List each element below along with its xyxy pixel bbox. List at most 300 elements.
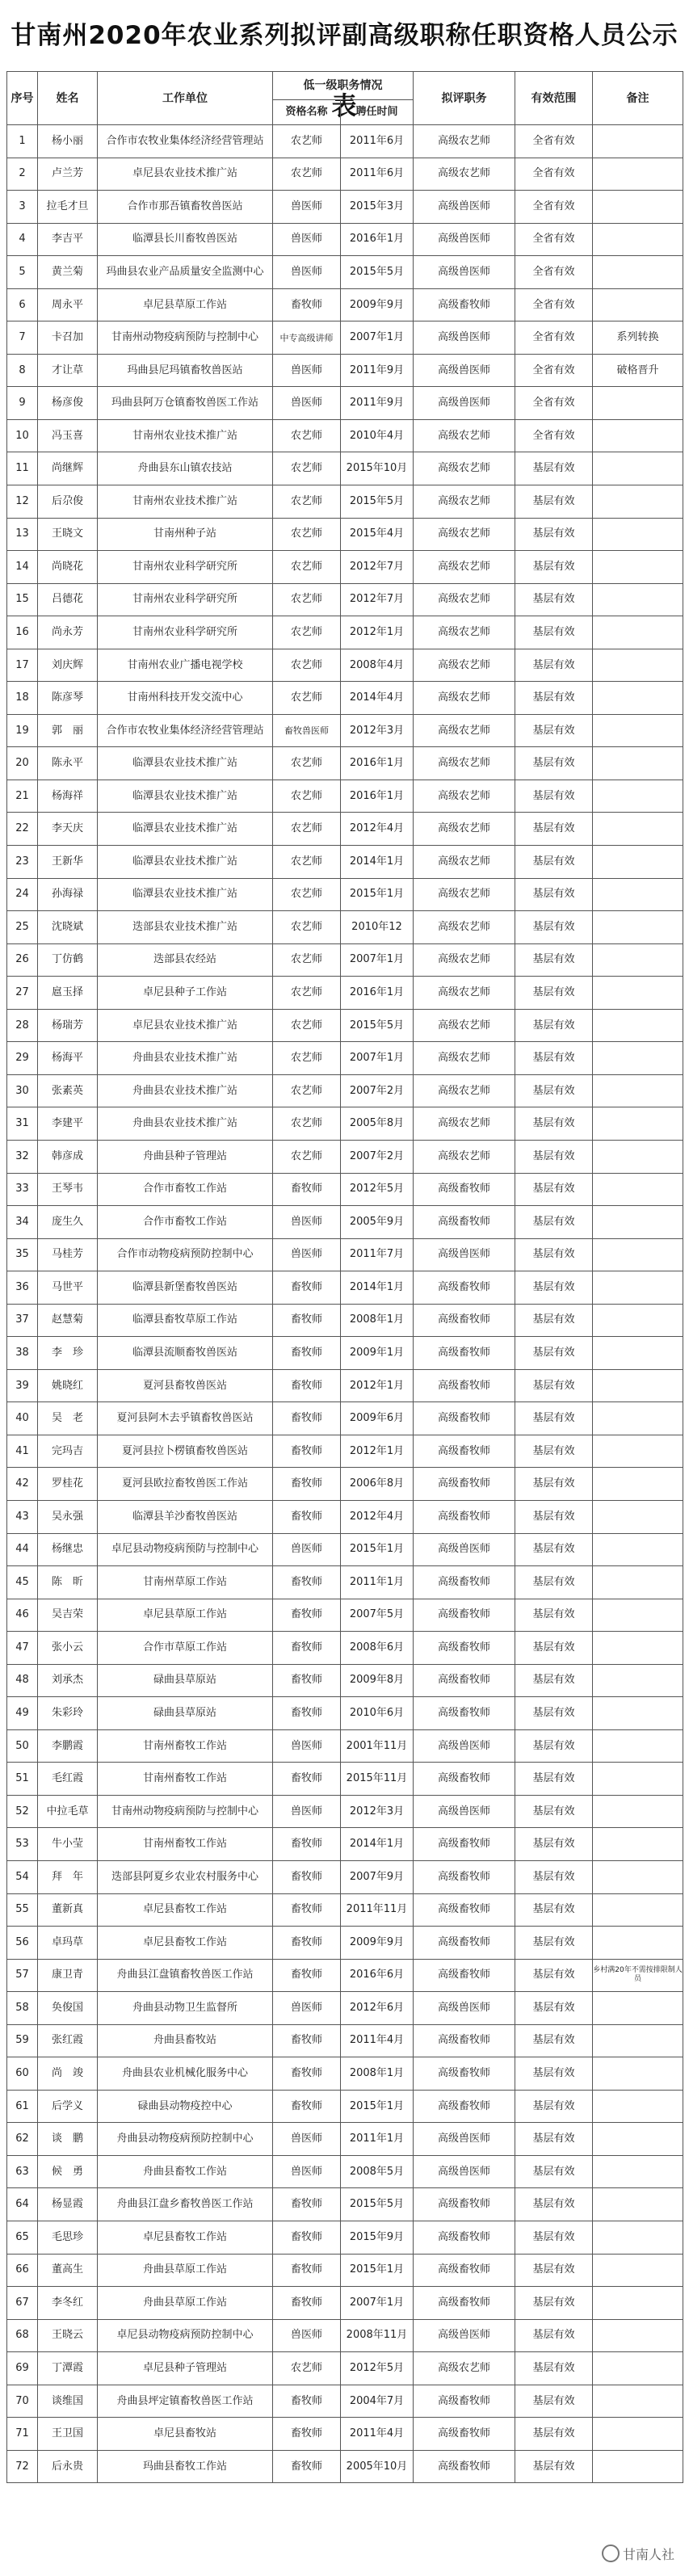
cell-name: 陈彦琴 <box>38 682 98 715</box>
cell-position: 高级农艺师 <box>414 1009 515 1042</box>
cell-name: 毛思珍 <box>38 2221 98 2255</box>
cell-qualification: 畜牧师 <box>273 1500 341 1533</box>
cell-qualification: 畜牧师 <box>273 1369 341 1402</box>
cell-seq: 28 <box>7 1009 38 1042</box>
table-row <box>7 354 683 387</box>
cell-qualification: 畜牧师 <box>273 2057 341 2091</box>
cell-seq: 34 <box>7 1206 38 1239</box>
cell-scope: 基层有效 <box>515 1074 593 1107</box>
cell-seq: 65 <box>7 2221 38 2255</box>
cell-name: 张素英 <box>38 1074 98 1107</box>
table-row <box>7 1795 683 1828</box>
cell-seq: 10 <box>7 419 38 452</box>
cell-hire-date: 2012年7月 <box>341 583 414 616</box>
cell-scope: 基层有效 <box>515 2057 593 2091</box>
cell-seq: 13 <box>7 518 38 551</box>
cell-name: 王琴韦 <box>38 1173 98 1206</box>
cell-scope: 基层有效 <box>515 2254 593 2287</box>
document-title: 甘南州2020年农业系列拟评副高级职称任职资格人员公示表 <box>11 21 678 121</box>
cell-unit: 临潭县畜牧草原工作站 <box>98 1304 273 1337</box>
table-row <box>7 1828 683 1861</box>
cell-name: 杨海祥 <box>38 780 98 813</box>
table-row <box>7 1402 683 1435</box>
table-row <box>7 1763 683 1796</box>
cell-unit: 玛曲县阿万仓镇畜牧兽医工作站 <box>98 387 273 420</box>
cell-remark <box>593 1402 683 1435</box>
cell-qualification: 农艺师 <box>273 1107 341 1141</box>
cell-hire-date: 2014年4月 <box>341 682 414 715</box>
cell-hire-date: 2007年2月 <box>341 1140 414 1173</box>
table-row <box>7 158 683 191</box>
cell-scope: 基层有效 <box>515 649 593 682</box>
cell-seq: 23 <box>7 846 38 879</box>
cell-position: 高级畜牧师 <box>414 1927 515 1960</box>
table-row <box>7 191 683 224</box>
cell-remark <box>593 2352 683 2385</box>
table-row <box>7 2418 683 2451</box>
cell-unit: 夏河县畜牧兽医站 <box>98 1369 273 1402</box>
cell-scope: 基层有效 <box>515 1238 593 1271</box>
cell-position: 高级农艺师 <box>414 485 515 519</box>
cell-hire-date: 2016年6月 <box>341 1959 414 1992</box>
cell-scope: 基层有效 <box>515 2418 593 2451</box>
cell-remark <box>593 1500 683 1533</box>
cell-scope: 基层有效 <box>515 2024 593 2057</box>
cell-position: 高级畜牧师 <box>414 1697 515 1730</box>
cell-qualification: 畜牧师 <box>273 2450 341 2483</box>
cell-qualification: 畜牧师 <box>273 1402 341 1435</box>
cell-hire-date: 2011年1月 <box>341 2123 414 2156</box>
cell-scope: 基层有效 <box>515 1304 593 1337</box>
cell-seq: 44 <box>7 1533 38 1566</box>
table-row <box>7 387 683 420</box>
table-row <box>7 1992 683 2025</box>
cell-qualification: 农艺师 <box>273 846 341 879</box>
cell-position: 高级农艺师 <box>414 583 515 616</box>
cell-scope: 基层有效 <box>515 1599 593 1632</box>
cell-seq: 33 <box>7 1173 38 1206</box>
cell-unit: 舟曲县动物疫病预防控制中心 <box>98 2123 273 2156</box>
table-row <box>7 1927 683 1960</box>
cell-remark <box>593 911 683 944</box>
cell-scope: 基层有效 <box>515 1992 593 2025</box>
cell-remark <box>593 223 683 256</box>
cell-seq: 40 <box>7 1402 38 1435</box>
cell-hire-date: 2004年7月 <box>341 2385 414 2418</box>
cell-seq: 72 <box>7 2450 38 2483</box>
cell-position: 高级兽医师 <box>414 1992 515 2025</box>
cell-remark <box>593 256 683 289</box>
cell-hire-date: 2015年1月 <box>341 2090 414 2123</box>
cell-name: 周永平 <box>38 288 98 321</box>
cell-remark <box>593 2024 683 2057</box>
cell-qualification: 畜牧师 <box>273 1828 341 1861</box>
cell-scope: 基层有效 <box>515 1860 593 1893</box>
cell-seq: 66 <box>7 2254 38 2287</box>
cell-scope: 基层有效 <box>515 714 593 747</box>
cell-name: 吴永强 <box>38 1500 98 1533</box>
cell-position: 高级畜牧师 <box>414 2024 515 2057</box>
cell-seq: 20 <box>7 747 38 780</box>
cell-seq: 21 <box>7 780 38 813</box>
cell-hire-date: 2014年1月 <box>341 1828 414 1861</box>
cell-unit: 临潭县新堡畜牧兽医站 <box>98 1271 273 1305</box>
cell-scope: 基层有效 <box>515 2385 593 2418</box>
cell-position: 高级畜牧师 <box>414 1664 515 1697</box>
cell-hire-date: 2010年4月 <box>341 419 414 452</box>
table-row <box>7 1959 683 1992</box>
cell-hire-date: 2012年1月 <box>341 1435 414 1468</box>
cell-seq: 25 <box>7 911 38 944</box>
cell-position: 高级畜牧师 <box>414 1468 515 1501</box>
cell-position: 高级农艺师 <box>414 1140 515 1173</box>
cell-scope: 基层有效 <box>515 747 593 780</box>
cell-seq: 67 <box>7 2287 38 2320</box>
table-row <box>7 1729 683 1763</box>
cell-position: 高级兽医师 <box>414 354 515 387</box>
cell-unit: 卓尼县动物疫病预防与控制中心 <box>98 1533 273 1566</box>
cell-hire-date: 2005年10月 <box>341 2450 414 2483</box>
cell-hire-date: 2012年4月 <box>341 1500 414 1533</box>
cell-position: 高级畜牧师 <box>414 2418 515 2451</box>
cell-hire-date: 2006年8月 <box>341 1468 414 1501</box>
table-row <box>7 288 683 321</box>
cell-name: 刘庆辉 <box>38 649 98 682</box>
table-row <box>7 1173 683 1206</box>
cell-seq: 15 <box>7 583 38 616</box>
cell-unit: 舟曲县畜牧站 <box>98 2024 273 2057</box>
cell-name: 吕德花 <box>38 583 98 616</box>
cell-position: 高级农艺师 <box>414 943 515 977</box>
cell-hire-date: 2005年8月 <box>341 1107 414 1141</box>
cell-position: 高级兽医师 <box>414 321 515 355</box>
table-row <box>7 649 683 682</box>
cell-qualification: 畜牧师 <box>273 1927 341 1960</box>
table-row <box>7 1697 683 1730</box>
cell-unit: 甘南州动物疫病预防与控制中心 <box>98 1795 273 1828</box>
cell-scope: 基层有效 <box>515 551 593 584</box>
cell-qualification: 兽医师 <box>273 387 341 420</box>
cell-remark <box>593 2254 683 2287</box>
cell-hire-date: 2015年1月 <box>341 2254 414 2287</box>
cell-seq: 51 <box>7 1763 38 1796</box>
cell-position: 高级农艺师 <box>414 551 515 584</box>
cell-position: 高级畜牧师 <box>414 1860 515 1893</box>
cell-name: 杨瑞芳 <box>38 1009 98 1042</box>
cell-hire-date: 2012年3月 <box>341 1795 414 1828</box>
cell-name: 郭 丽 <box>38 714 98 747</box>
cell-seq: 3 <box>7 191 38 224</box>
cell-scope: 基层有效 <box>515 1566 593 1599</box>
cell-unit: 甘南州农业科学研究所 <box>98 551 273 584</box>
cell-position: 高级农艺师 <box>414 846 515 879</box>
cell-remark <box>593 419 683 452</box>
cell-qualification: 兽医师 <box>273 354 341 387</box>
cell-qualification: 兽医师 <box>273 1206 341 1239</box>
cell-name: 刘承杰 <box>38 1664 98 1697</box>
cell-remark <box>593 1435 683 1468</box>
cell-name: 扈玉择 <box>38 977 98 1010</box>
cell-seq: 62 <box>7 2123 38 2156</box>
cell-seq: 29 <box>7 1042 38 1075</box>
cell-hire-date: 2007年1月 <box>341 321 414 355</box>
cell-qualification: 兽医师 <box>273 1992 341 2025</box>
cell-remark <box>593 485 683 519</box>
cell-hire-date: 2001年11月 <box>341 1729 414 1763</box>
cell-remark <box>593 1697 683 1730</box>
cell-hire-date: 2016年1月 <box>341 780 414 813</box>
cell-hire-date: 2011年6月 <box>341 125 414 158</box>
cell-seq: 57 <box>7 1959 38 1992</box>
cell-seq: 16 <box>7 616 38 649</box>
cell-name: 康卫青 <box>38 1959 98 1992</box>
cell-unit: 卓尼县动物疫病预防控制中心 <box>98 2319 273 2352</box>
cell-name: 拜 年 <box>38 1860 98 1893</box>
cell-remark <box>593 452 683 485</box>
header-scope: 有效范围 <box>515 72 593 125</box>
cell-qualification: 农艺师 <box>273 419 341 452</box>
cell-scope: 基层有效 <box>515 780 593 813</box>
table-row <box>7 2450 683 2483</box>
cell-name: 吴 老 <box>38 1402 98 1435</box>
table-row <box>7 1074 683 1107</box>
cell-name: 尚晓花 <box>38 551 98 584</box>
cell-name: 卢兰芳 <box>38 158 98 191</box>
cell-name: 李建平 <box>38 1107 98 1141</box>
cell-qualification: 兽医师 <box>273 256 341 289</box>
table-row <box>7 2221 683 2255</box>
cell-seq: 8 <box>7 354 38 387</box>
cell-position: 高级农艺师 <box>414 1074 515 1107</box>
cell-qualification: 兽医师 <box>273 1238 341 1271</box>
cell-position: 高级农艺师 <box>414 616 515 649</box>
table-row <box>7 878 683 911</box>
cell-seq: 26 <box>7 943 38 977</box>
cell-seq: 7 <box>7 321 38 355</box>
cell-qualification: 农艺师 <box>273 551 341 584</box>
cell-unit: 甘南州畜牧工作站 <box>98 1729 273 1763</box>
cell-seq: 48 <box>7 1664 38 1697</box>
cell-unit: 临潭县农业技术推广站 <box>98 878 273 911</box>
table-row <box>7 2352 683 2385</box>
cell-unit: 卓尼县畜牧工作站 <box>98 2221 273 2255</box>
cell-qualification: 畜牧师 <box>273 1468 341 1501</box>
cell-scope: 基层有效 <box>515 1959 593 1992</box>
cell-unit: 舟曲县草原工作站 <box>98 2254 273 2287</box>
cell-hire-date: 2007年2月 <box>341 1074 414 1107</box>
cell-remark <box>593 1140 683 1173</box>
cell-hire-date: 2015年5月 <box>341 256 414 289</box>
cell-name: 尚永芳 <box>38 616 98 649</box>
cell-hire-date: 2016年1月 <box>341 977 414 1010</box>
cell-seq: 35 <box>7 1238 38 1271</box>
cell-name: 谈 鹏 <box>38 2123 98 2156</box>
cell-qualification: 畜牧师 <box>273 2221 341 2255</box>
cell-remark <box>593 2155 683 2188</box>
cell-qualification: 畜牧师 <box>273 2254 341 2287</box>
cell-seq: 59 <box>7 2024 38 2057</box>
cell-scope: 基层有效 <box>515 1828 593 1861</box>
cell-scope: 基层有效 <box>515 1664 593 1697</box>
cell-remark <box>593 649 683 682</box>
table-row <box>7 813 683 846</box>
cell-remark <box>593 616 683 649</box>
cell-hire-date: 2010年6月 <box>341 1697 414 1730</box>
cell-hire-date: 2011年4月 <box>341 2418 414 2451</box>
cell-position: 高级畜牧师 <box>414 1599 515 1632</box>
cell-seq: 47 <box>7 1632 38 1665</box>
cell-remark <box>593 125 683 158</box>
cell-seq: 58 <box>7 1992 38 2025</box>
cell-qualification: 农艺师 <box>273 1009 341 1042</box>
cell-name: 才让草 <box>38 354 98 387</box>
cell-name: 拉毛才旦 <box>38 191 98 224</box>
header-position: 拟评职务 <box>414 72 515 125</box>
cell-name: 尚 竣 <box>38 2057 98 2091</box>
cell-remark <box>593 2090 683 2123</box>
table-row <box>7 518 683 551</box>
cell-position: 高级畜牧师 <box>414 1304 515 1337</box>
cell-hire-date: 2012年7月 <box>341 551 414 584</box>
cell-seq: 17 <box>7 649 38 682</box>
cell-unit: 舟曲县草原工作站 <box>98 2287 273 2320</box>
cell-scope: 基层有效 <box>515 1729 593 1763</box>
cell-position: 高级兽医师 <box>414 256 515 289</box>
cell-seq: 69 <box>7 2352 38 2385</box>
cell-unit: 合作市农牧业集体经济经营管理站 <box>98 714 273 747</box>
cell-qualification: 畜牧师 <box>273 1599 341 1632</box>
cell-name: 陈永平 <box>38 747 98 780</box>
cell-unit: 临潭县农业技术推广站 <box>98 813 273 846</box>
cell-position: 高级农艺师 <box>414 813 515 846</box>
header-row <box>7 72 683 100</box>
cell-unit: 卓尼县农业技术推广站 <box>98 158 273 191</box>
cell-remark <box>593 1893 683 1927</box>
table-row <box>7 714 683 747</box>
cell-remark <box>593 1206 683 1239</box>
cell-seq: 19 <box>7 714 38 747</box>
cell-unit: 临潭县农业技术推广站 <box>98 747 273 780</box>
cell-scope: 基层有效 <box>515 485 593 519</box>
cell-seq: 64 <box>7 2188 38 2221</box>
header-seq: 序号 <box>7 72 38 125</box>
cell-qualification: 农艺师 <box>273 977 341 1010</box>
cell-hire-date: 2015年11月 <box>341 1763 414 1796</box>
table-row <box>7 1206 683 1239</box>
cell-hire-date: 2015年9月 <box>341 2221 414 2255</box>
cell-scope: 基层有效 <box>515 1369 593 1402</box>
cell-remark <box>593 583 683 616</box>
cell-hire-date: 2012年5月 <box>341 1173 414 1206</box>
cell-remark <box>593 1271 683 1305</box>
cell-seq: 6 <box>7 288 38 321</box>
cell-remark <box>593 551 683 584</box>
cell-hire-date: 2011年11月 <box>341 1893 414 1927</box>
cell-remark <box>593 2123 683 2156</box>
cell-scope: 基层有效 <box>515 813 593 846</box>
cell-seq: 18 <box>7 682 38 715</box>
cell-unit: 舟曲县农业技术推广站 <box>98 1107 273 1141</box>
cell-unit: 甘南州农业技术推广站 <box>98 485 273 519</box>
cell-position: 高级农艺师 <box>414 1042 515 1075</box>
cell-name: 卓玛草 <box>38 1927 98 1960</box>
cell-hire-date: 2015年5月 <box>341 2188 414 2221</box>
cell-scope: 基层有效 <box>515 1271 593 1305</box>
cell-position: 高级畜牧师 <box>414 1206 515 1239</box>
table-row <box>7 2254 683 2287</box>
cell-hire-date: 2008年11月 <box>341 2319 414 2352</box>
cell-qualification: 农艺师 <box>273 616 341 649</box>
watermark-text: 甘南人社 <box>622 2547 674 2562</box>
table-row <box>7 485 683 519</box>
cell-unit: 合作市农牧业集体经济经营管理站 <box>98 125 273 158</box>
cell-hire-date: 2010年12 <box>341 911 414 944</box>
cell-unit: 玛曲县畜牧工作站 <box>98 2450 273 2483</box>
cell-seq: 9 <box>7 387 38 420</box>
cell-unit: 甘南州农业广播电视学校 <box>98 649 273 682</box>
table-row <box>7 616 683 649</box>
cell-seq: 36 <box>7 1271 38 1305</box>
cell-hire-date: 2015年10月 <box>341 452 414 485</box>
cell-seq: 55 <box>7 1893 38 1927</box>
table-row <box>7 2385 683 2418</box>
table-row <box>7 452 683 485</box>
wechat-logo-icon <box>602 2544 620 2562</box>
cell-scope: 基层有效 <box>515 1893 593 1927</box>
personnel-table-container <box>6 71 683 2483</box>
cell-remark <box>593 747 683 780</box>
cell-seq: 50 <box>7 1729 38 1763</box>
cell-remark <box>593 1304 683 1337</box>
cell-scope: 基层有效 <box>515 1468 593 1501</box>
table-row <box>7 2188 683 2221</box>
cell-unit: 迭部县阿夏乡农业农村服务中心 <box>98 1860 273 1893</box>
cell-remark <box>593 1795 683 1828</box>
cell-seq: 61 <box>7 2090 38 2123</box>
cell-unit: 卓尼县畜牧工作站 <box>98 1893 273 1927</box>
table-row <box>7 846 683 879</box>
cell-qualification: 兽医师 <box>273 1533 341 1566</box>
cell-position: 高级畜牧师 <box>414 2188 515 2221</box>
cell-seq: 37 <box>7 1304 38 1337</box>
cell-seq: 49 <box>7 1697 38 1730</box>
cell-hire-date: 2012年3月 <box>341 714 414 747</box>
cell-hire-date: 2007年1月 <box>341 1042 414 1075</box>
table-row <box>7 1042 683 1075</box>
cell-scope: 基层有效 <box>515 1009 593 1042</box>
cell-qualification: 农艺师 <box>273 682 341 715</box>
cell-remark <box>593 1927 683 1960</box>
table-row <box>7 1860 683 1893</box>
cell-hire-date: 2015年5月 <box>341 1009 414 1042</box>
cell-scope: 基层有效 <box>515 583 593 616</box>
cell-remark <box>593 714 683 747</box>
table-row <box>7 943 683 977</box>
cell-position: 高级畜牧师 <box>414 2385 515 2418</box>
cell-position: 高级畜牧师 <box>414 2254 515 2287</box>
cell-seq: 24 <box>7 878 38 911</box>
cell-remark: 系列转换 <box>593 321 683 355</box>
cell-name: 牛小莹 <box>38 1828 98 1861</box>
cell-position: 高级畜牧师 <box>414 2221 515 2255</box>
cell-unit: 卓尼县草原工作站 <box>98 288 273 321</box>
cell-unit: 夏河县欧拉畜牧兽医工作站 <box>98 1468 273 1501</box>
cell-seq: 63 <box>7 2155 38 2188</box>
cell-unit: 临潭县羊沙畜牧兽医站 <box>98 1500 273 1533</box>
table-row <box>7 551 683 584</box>
cell-hire-date: 2009年9月 <box>341 1927 414 1960</box>
cell-unit: 舟曲县种子管理站 <box>98 1140 273 1173</box>
